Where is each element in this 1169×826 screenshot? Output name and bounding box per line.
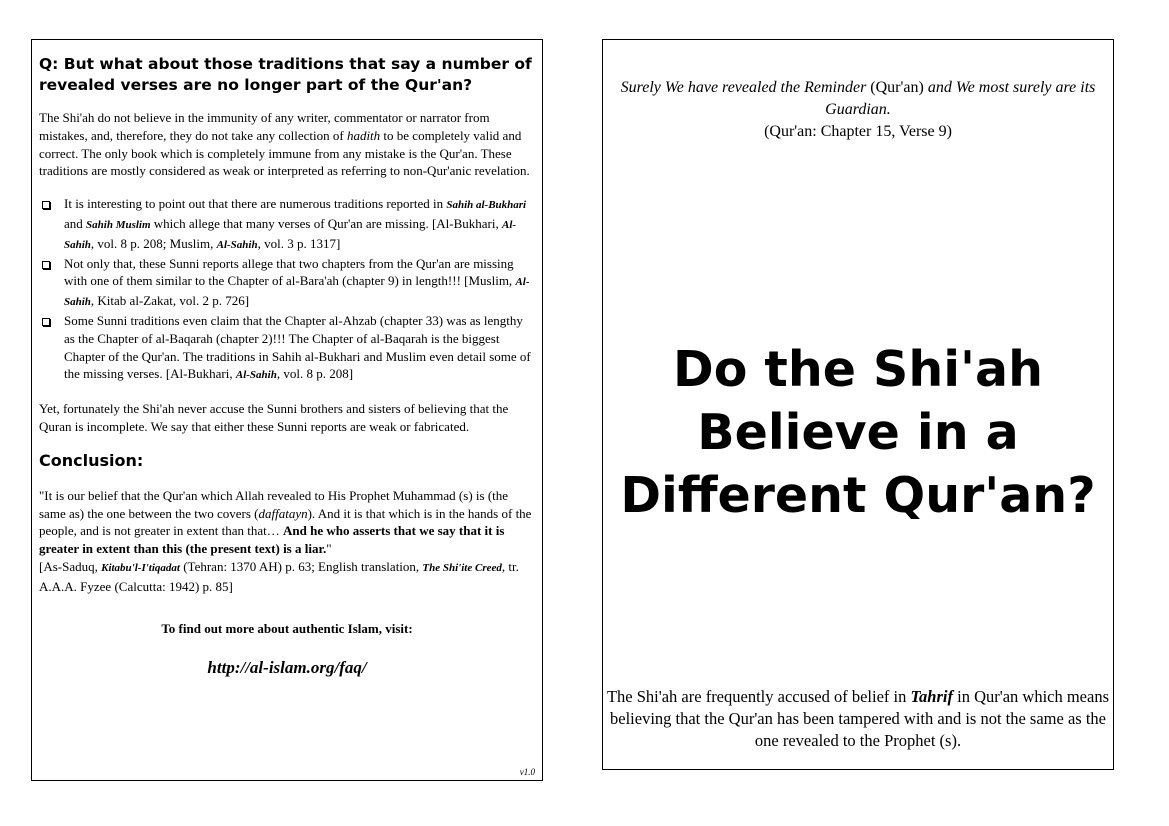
bullet-text: Not only that, these Sunni reports allege that two chapters from the Qur'an are missing with one of them similar to the Chapter of al-Bara'ah (chapter 9) in length!!! [Muslim, xyxy=(64,255,516,289)
citation xyxy=(39,558,535,596)
description-text: The Shi'ah are frequently accused of belief in xyxy=(606,687,911,706)
title-line: Believe in a xyxy=(697,404,1019,461)
question-heading: Q: But what about those traditions that say a number of revealed verses are no longer part of the Qur'an? xyxy=(39,55,532,94)
book-title: Al-Sahih xyxy=(216,238,258,251)
quote-text: "It is our belief that the Qur'an which Allah revealed to His Prophet Muhammad (s) is (the same as) the one between the two covers ( xyxy=(39,487,509,521)
list-item xyxy=(39,255,535,312)
version-label: v1.0 xyxy=(519,767,535,777)
list-item xyxy=(39,312,535,385)
verse-text: and We most surely are its Guardian. xyxy=(825,79,1096,118)
bullet-text: which allege that many verses of Qur'an are missing. [Al-Bukhari, xyxy=(150,215,502,231)
intro-text: The Shi'ah do not believe in the immunity of any writer, commentator or narrator from mistakes, and, therefore, they do not take any collection of xyxy=(39,110,490,143)
verse-text: Surely We have revealed the Reminder xyxy=(620,79,867,96)
bullet-text: , vol. 8 p. 208] xyxy=(276,366,354,382)
bullet-text: , vol. 3 p. 1317] xyxy=(257,235,341,251)
verse-reference: (Qur'an: Chapter 15, Verse 9) xyxy=(764,123,952,140)
bullet-text: , Kitab al-Zakat, vol. 2 p. 726] xyxy=(90,293,250,309)
bullet-list xyxy=(39,195,535,385)
citation-text: [As-Saduq, xyxy=(39,558,102,574)
quote-paragraph xyxy=(39,487,535,558)
page-title xyxy=(603,338,1113,527)
verse-quote xyxy=(603,77,1113,143)
book-title: Al-Sahih xyxy=(235,369,277,382)
intro-emphasis: hadith xyxy=(346,127,381,143)
intro-text-2: to be completely valid and correct. The only book which is completely immune from any mistake is the Qur'an. These traditions are mostly considered as weak or interpreted as referring to non-Qur'anic revelation. xyxy=(39,127,530,179)
find-out-text: To find out more about authentic Islam, visit: xyxy=(161,620,413,636)
title-line: Do the Shi'ah xyxy=(673,341,1043,398)
right-panel xyxy=(602,39,1114,770)
bullet-text: It is interesting to point out that there are numerous traditions reported in xyxy=(64,196,447,212)
verse-text: (Qur'an) xyxy=(866,79,928,96)
list-item xyxy=(39,195,535,254)
quote-text: " xyxy=(326,541,332,557)
website-link[interactable]: http://al-islam.org/faq/ xyxy=(207,657,367,677)
quote-text: ). And it is that which is in the hands of the people, and is not greater in extent than that… xyxy=(39,505,532,539)
bullet-text: , vol. 8 p. 208; Muslim, xyxy=(90,235,217,251)
title-line: Different Qur'an? xyxy=(620,467,1096,524)
checkbox-bullet-icon xyxy=(42,318,50,326)
bullet-text: and xyxy=(64,215,87,231)
description-text: in Qur'an which means believing that the Qur'an has been tampered with and is not the same as the one revealed to the Prophet (s). xyxy=(610,687,1110,750)
intro-paragraph xyxy=(39,109,535,180)
book-title: Sahih Muslim xyxy=(86,218,151,231)
citation-text: , tr. A.A.A. Fyzee (Calcutta: 1942) p. 85] xyxy=(39,558,519,594)
description xyxy=(603,686,1113,752)
closing-paragraph: Yet, fortunately the Shi'ah never accuse the Sunni brothers and sisters of believing that the Quran is incomplete. We say that either these Sunni reports are weak or fabricated. xyxy=(39,401,509,434)
left-panel xyxy=(31,39,543,781)
book-title: The Shi'ite Creed xyxy=(422,561,502,574)
book-title: Kitabu'l-I'tiqadat xyxy=(101,561,180,574)
quote-bold: And he who asserts that we say that it is greater in extent than this (the present text) is a liar. xyxy=(39,523,505,557)
book-title: Al-Sahih xyxy=(64,276,530,309)
description-emphasis: Tahrif xyxy=(910,687,953,706)
book-title: Sahih al-Bukhari xyxy=(446,199,527,212)
bullet-text: Some Sunni traditions even claim that the Chapter al-Ahzab (chapter 33) was as lengthy as the Chapter of al-Baqarah (chapter 2)!!! The Chapter of al-Baqarah is the biggest Chapter of the Qur'an. The traditions in Sahih al-Bukhari and Muslim even detail some of the missing verses. [Al-Bukhari, xyxy=(64,312,531,382)
citation-text: (Tehran: 1370 AH) p. 63; English translation, xyxy=(179,558,423,574)
checkbox-bullet-icon xyxy=(42,201,50,209)
conclusion-heading: Conclusion: xyxy=(39,450,144,470)
quote-emphasis: daffatayn xyxy=(258,505,308,521)
book-title: Al-Sahih xyxy=(64,218,517,251)
checkbox-bullet-icon xyxy=(42,261,50,269)
